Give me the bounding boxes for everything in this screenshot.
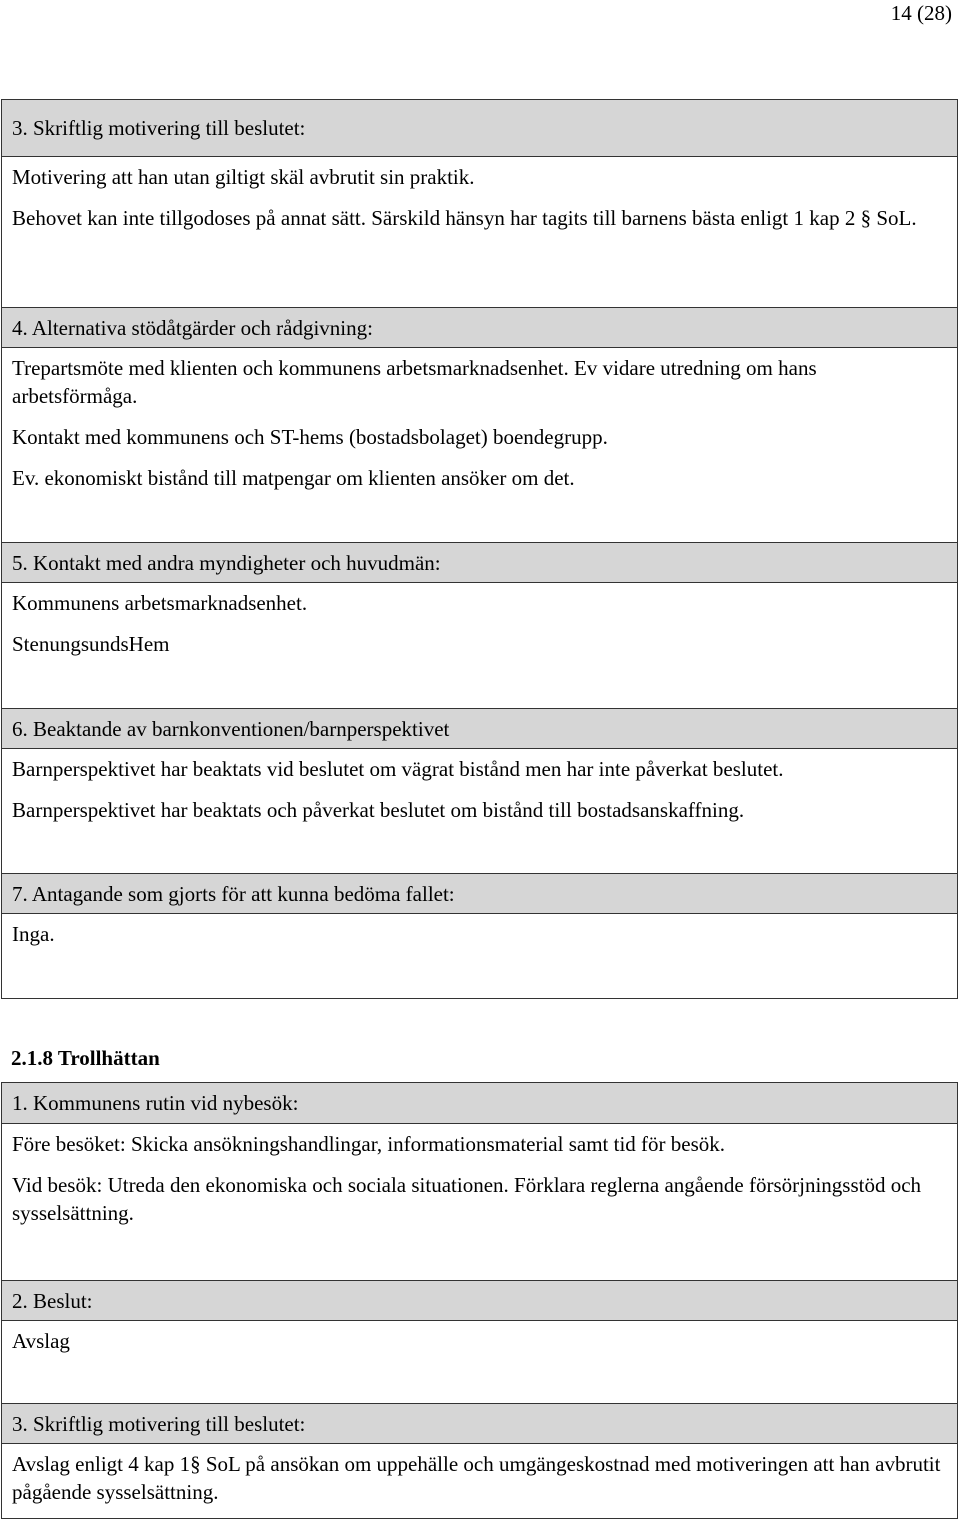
paragraph: Vid besök: Utreda den ekonomiska och sociala situationen. Förklara reglerna angående försörjningsstöd och sysselsättning. <box>12 1173 922 1225</box>
form-table-1 <box>1 99 958 999</box>
row-header-6 <box>2 708 957 749</box>
paragraph: Inga. <box>12 922 55 946</box>
row-header-3 <box>2 100 957 157</box>
paragraph: Kommunens arbetsmarknadsenhet. <box>12 591 308 615</box>
row-header-label: 7. Antagande som gjorts för att kunna bedöma fallet: <box>12 881 455 906</box>
row-body-3 <box>2 157 957 307</box>
row-header-2 <box>2 1280 957 1321</box>
row-body-1 <box>2 1124 957 1280</box>
row-header-3 <box>2 1403 957 1444</box>
row-header-label: 3. Skriftlig motivering till beslutet: <box>12 1411 306 1436</box>
paragraph: Motivering att han utan giltigt skäl avbrutit sin praktik. <box>12 165 475 189</box>
row-body-6 <box>2 749 957 873</box>
row-body-4 <box>2 348 957 542</box>
paragraph: Ev. ekonomiskt bistånd till matpengar om klienten ansöker om det. <box>12 466 575 490</box>
form-table-2 <box>1 1082 958 1519</box>
row-header-label: 5. Kontakt med andra myndigheter och huvudmän: <box>12 550 441 575</box>
row-header-label: 4. Alternativa stödåtgärder och rådgivning: <box>12 315 373 340</box>
paragraph: Avslag enligt 4 kap 1§ SoL på ansökan om uppehälle och umgängeskostnad med motiveringen att han avbrutit pågående sysselsättning. <box>12 1452 941 1504</box>
paragraph: StenungsundsHem <box>12 632 170 656</box>
paragraph: Behovet kan inte tillgodoses på annat sätt. Särskild hänsyn har tagits till barnens bästa enligt 1 kap 2 § SoL. <box>12 206 917 230</box>
row-body-5 <box>2 583 957 708</box>
row-header-4 <box>2 307 957 348</box>
row-body-3 <box>2 1444 957 1518</box>
paragraph: Barnperspektivet har beaktats och påverkat beslutet om bistånd till bostadsanskaffning. <box>12 798 745 822</box>
row-header-label: 1. Kommunens rutin vid nybesök: <box>12 1091 299 1115</box>
row-body-2 <box>2 1321 957 1403</box>
row-header-1 <box>2 1083 957 1124</box>
paragraph: Före besöket: Skicka ansökningshandlingar, informationsmaterial samt tid för besök. <box>12 1132 726 1156</box>
paragraph: Trepartsmöte med klienten och kommunens arbetsmarknadsenhet. Ev vidare utredning om hans arbetsförmåga. <box>12 356 817 408</box>
section-title: 2.1.8 Trollhättan <box>11 1046 160 1070</box>
paragraph: Barnperspektivet har beaktats vid beslutet om vägrat bistånd men har inte påverkat beslutet. <box>12 757 784 781</box>
row-header-5 <box>2 542 957 583</box>
row-header-label: 6. Beaktande av barnkonventionen/barnperspektivet <box>12 716 450 741</box>
row-header-label: 2. Beslut: <box>12 1288 93 1313</box>
row-header-7 <box>2 873 957 914</box>
page-number: 14 (28) <box>890 1 952 25</box>
paragraph: Kontakt med kommunens och ST-hems (bostadsbolaget) boendegrupp. <box>12 425 608 449</box>
row-header-label: 3. Skriftlig motivering till beslutet: <box>12 116 306 140</box>
row-body-7 <box>2 914 957 998</box>
paragraph: Avslag <box>12 1329 70 1353</box>
